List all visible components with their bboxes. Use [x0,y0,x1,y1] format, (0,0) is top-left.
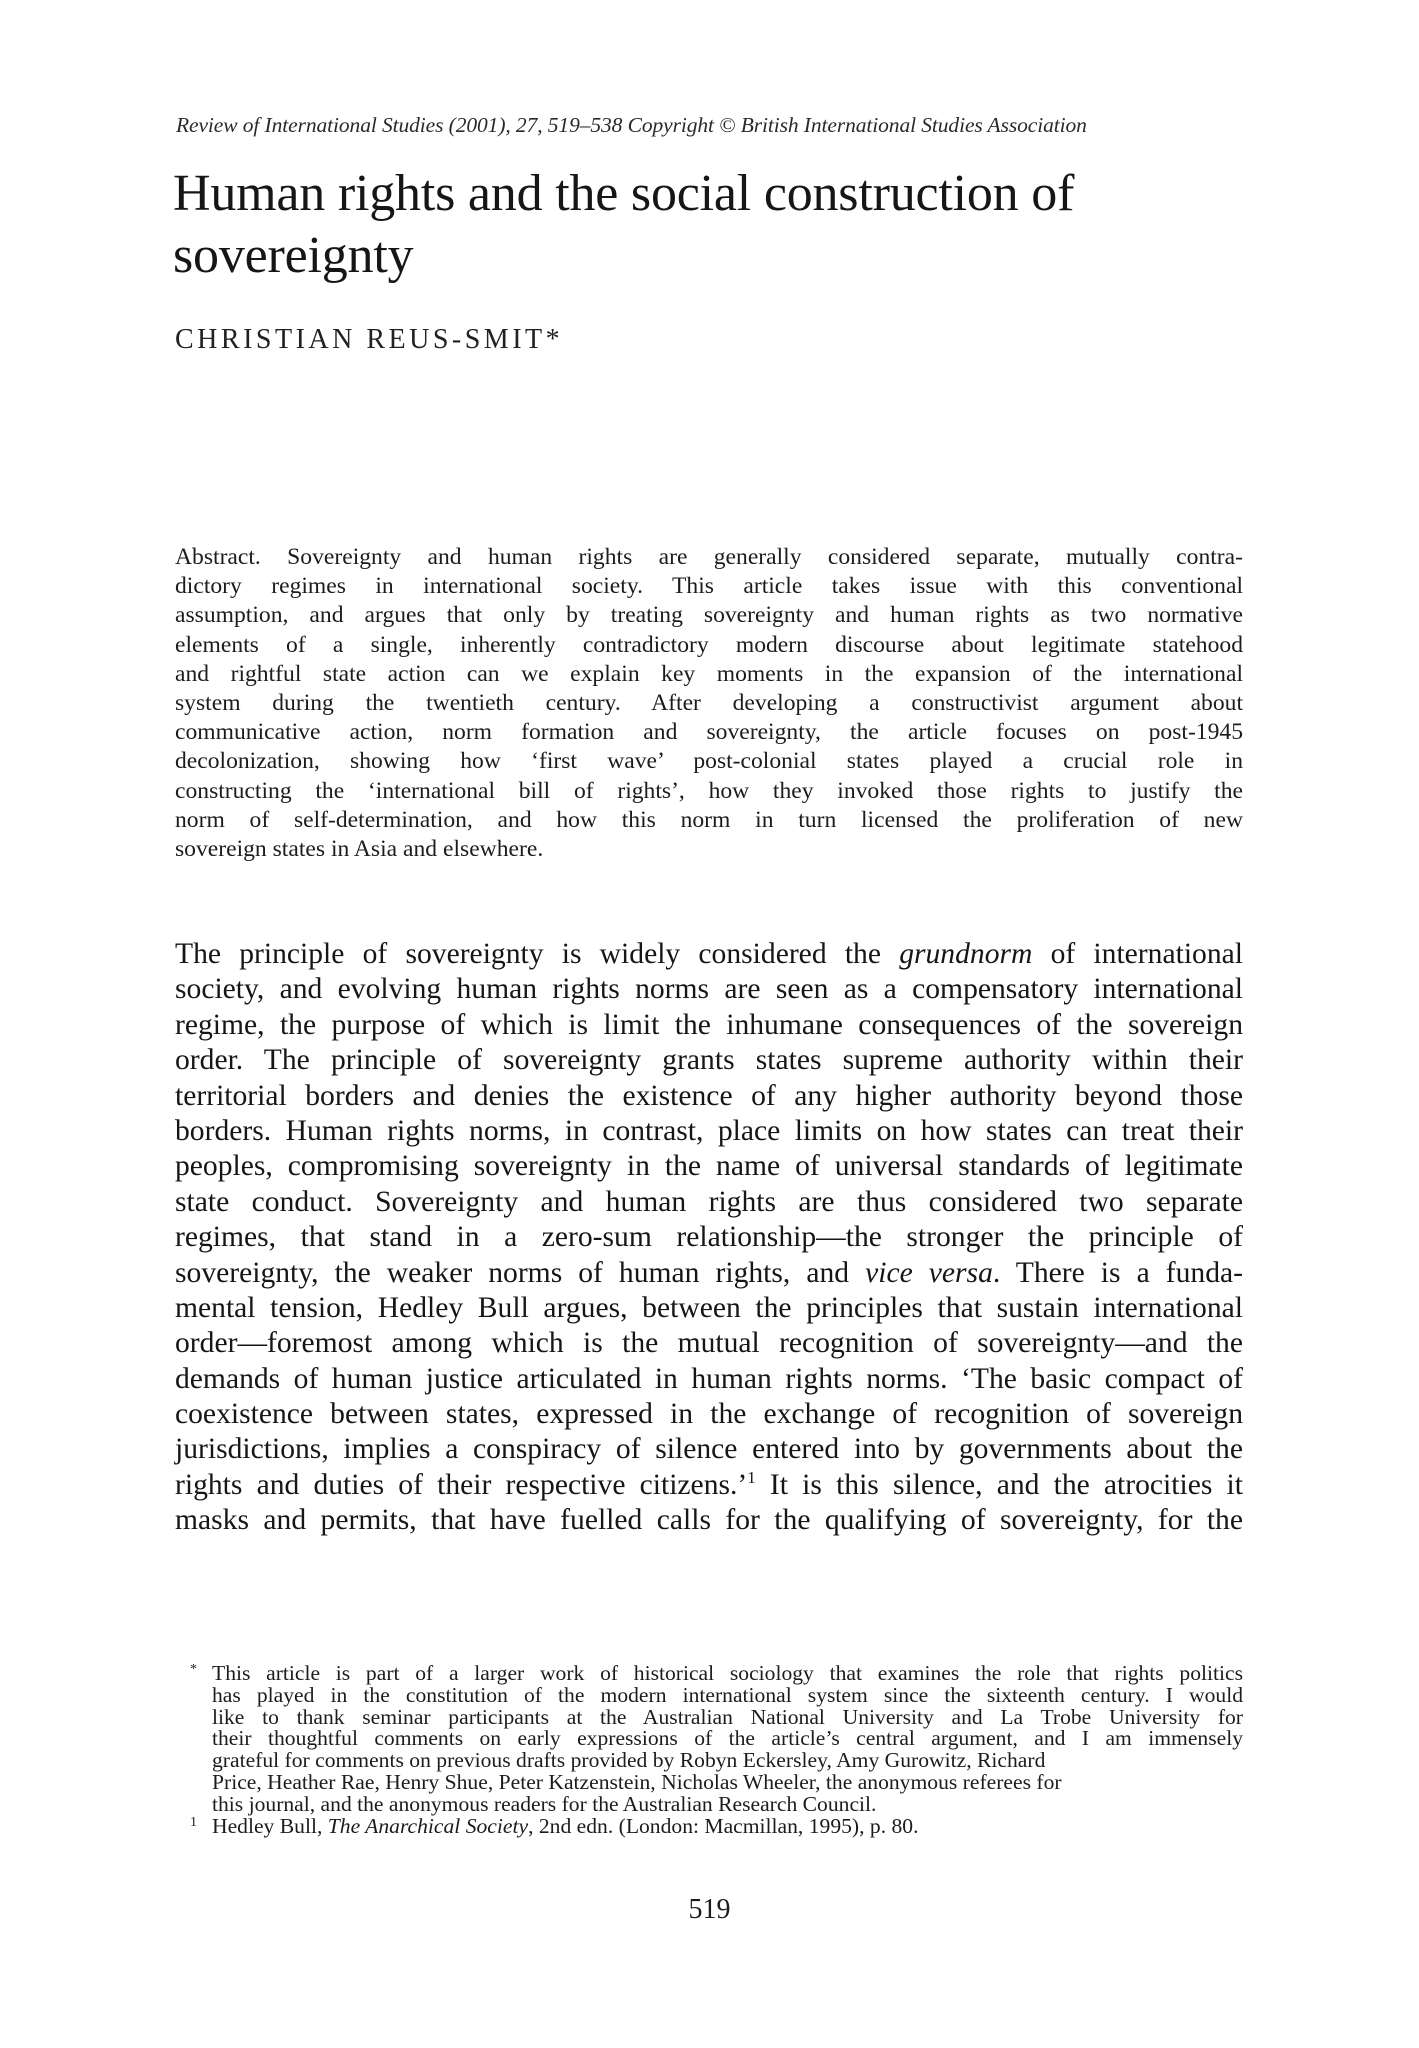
body-line: regime, the purpose of which is limit the inhumane consequences of the sovereign [175,1008,1243,1041]
footnote-line: like to thank seminar participants at the Australian National University and La Trobe University for [212,1704,1243,1729]
abstract-line: Abstract. Sovereignty and human rights are generally considered separate, mutually contra- [175,544,1243,570]
text-run: of international [1032,938,1243,970]
footnote-reference-1[interactable]: 1 [747,1467,756,1487]
italic-term: grundnorm [899,938,1033,970]
body-line: demands of human justice articulated in human rights norms. ‘The basic compact of [175,1362,1243,1395]
page-number: 519 [688,1894,731,1925]
body-line: regimes, that stand in a zero-sum relationship—the stronger the principle of [175,1221,1243,1254]
body-line: jurisdictions, implies a conspiracy of silence entered into by governments about the [175,1433,1243,1466]
abstract-line: decolonization, showing how ‘first wave’ post-colonial states played a crucial role in [175,748,1243,775]
title-line: sovereignty [173,227,414,284]
abstract-line: and rightful state action can we explain key moments in the expansion of the international [175,660,1243,687]
body-line: mental tension, Hedley Bull argues, between the principles that sustain international [175,1291,1243,1324]
author-name: CHRISTIAN REUS-SMIT* [175,324,564,355]
footnote-line: this journal, and the anonymous readers for the Australian Research Council. [212,1791,877,1816]
text-run: Hedley Bull, [212,1813,328,1838]
text-run: rights and duties of their respective citizens.’ [175,1468,748,1501]
running-head: Review of International Studies (2001), 27, 519–538 Copyright © British International Studies Association [176,113,1087,137]
italic-term: vice versa [865,1256,993,1289]
footnote-marker: * [190,1662,197,1677]
footnote-line: This article is part of a larger work of historical sociology that examines the role that rights politics [212,1661,1243,1685]
footnote-line [212,1813,1243,1838]
body-line: coexistence between states, expressed in the exchange of recognition of sovereign [175,1398,1243,1431]
footnote-line: Price, Heather Rae, Henry Shue, Peter Katzenstein, Nicholas Wheeler, the anonymous referees for [212,1769,1062,1794]
abstract-line: assumption, and argues that only by treating sovereignty and human rights as two normative [175,602,1243,629]
abstract-line: communicative action, norm formation and sovereignty, the article focuses on post-1945 [175,719,1243,746]
abstract-line: system during the twentieth century. After developing a constructivist argument about [175,689,1243,716]
text-run: , 2nd edn. (London: Macmillan, 1995), p. 80. [528,1813,919,1838]
body-line: order—foremost among which is the mutual recognition of sovereignty—and the [175,1327,1243,1360]
abstract-line: constructing the ‘international bill of rights’, how they invoked those rights to justify the [175,777,1243,804]
abstract-line: norm of self-determination, and how this norm in turn licensed the proliferation of new [175,806,1243,833]
footnote-1 [190,1813,1243,1838]
body-line [175,1468,1243,1503]
text-run: sovereignty, the weaker norms of human rights, and [175,1256,866,1289]
footnote-star [190,1663,1243,1816]
footnotes [190,1663,1243,1837]
book-title: The Anarchical Society [327,1813,529,1838]
body-line: order. The principle of sovereignty grants states supreme authority within their [175,1044,1243,1077]
text-run: . There is a funda- [992,1256,1243,1289]
body-line: state conduct. Sovereignty and human rights are thus considered two separate [175,1185,1243,1218]
body-line [175,937,1243,972]
body-line: masks and permits, that have fuelled calls for the qualifying of sovereignty, for the [175,1504,1243,1537]
body-paragraph [175,937,1243,1539]
body-line [175,1256,1243,1291]
abstract-line: sovereign states in Asia and elsewhere. [175,835,544,862]
abstract-line: dictory regimes in international society. This article takes issue with this conventional [175,573,1243,600]
title-line: Human rights and the social construction of [173,165,1075,222]
footnote-marker: 1 [190,1814,197,1830]
body-line: territorial borders and denies the existence of any higher authority beyond those [175,1079,1243,1112]
text-run: It is this silence, and the atrocities it [755,1468,1243,1501]
footnote-line: their thoughtful comments on early expressions of the article’s central argument, and I am immensely [212,1726,1243,1751]
footnote-line: grateful for comments on previous drafts provided by Robyn Eckersley, Amy Gurowitz, Richard [212,1748,1046,1773]
abstract [175,543,1243,864]
footnote-line: has played in the constitution of the modern international system since the sixteenth century. I would [212,1682,1243,1707]
body-line: borders. Human rights norms, in contrast, place limits on how states can treat their [175,1114,1243,1147]
text-run: The principle of sovereignty is widely considered the [175,938,900,970]
abstract-line: elements of a single, inherently contradictory modern discourse about legitimate statehood [175,631,1243,658]
body-line: peoples, compromising sovereignty in the name of universal standards of legitimate [175,1150,1243,1183]
article-title [173,163,1253,287]
body-line: society, and evolving human rights norms are seen as a compensatory international [175,973,1243,1006]
